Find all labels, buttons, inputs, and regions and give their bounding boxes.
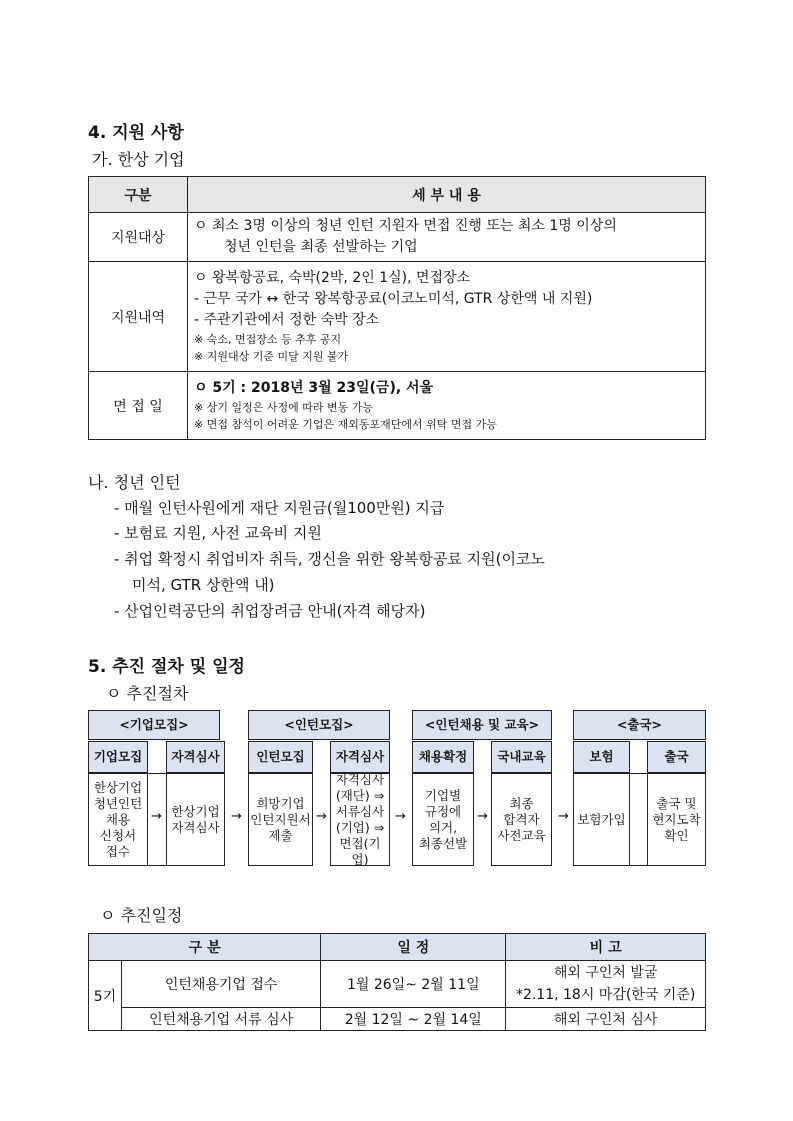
step-text: 신청서 <box>99 827 137 843</box>
arrow-icon: → <box>395 809 406 824</box>
arrow-icon: → <box>558 809 569 824</box>
spacer <box>630 773 647 866</box>
step-text: 제출 <box>268 827 293 843</box>
step-text: 자격심사 <box>171 819 220 835</box>
support-table <box>88 176 706 440</box>
arrow-icon: → <box>151 809 162 824</box>
step-header: 채용확정 <box>412 741 474 773</box>
step-text: 현지도착 <box>652 811 701 827</box>
row-note: ※ 면접 참석이 어려운 기업은 재외동포재단에서 위탁 면접 가능 <box>194 418 497 431</box>
step-text: 한상기업 <box>93 779 143 795</box>
header-category: 구분 <box>89 177 188 213</box>
arrow-icon: → <box>231 809 242 824</box>
step-text: (재단) ⇒ <box>335 787 385 803</box>
subsection-a-title: 가. 한상 기업 <box>92 150 185 169</box>
header-schedule: 일 정 <box>321 934 506 961</box>
header-details: 세 부 내 용 <box>188 177 706 213</box>
step-header: 자격심사 <box>166 741 225 773</box>
step-text: 서류심사 <box>335 803 385 819</box>
step-header: 보험 <box>573 741 630 773</box>
table-row <box>89 262 706 372</box>
section-5-title: 5. 추진 절차 및 일정 <box>88 657 245 677</box>
item-cell: 인턴채용기업 접수 <box>122 961 321 1008</box>
step-text: 보험가입 <box>577 811 626 827</box>
step-text: 최종 <box>509 795 534 811</box>
step-body <box>647 773 706 866</box>
table-row <box>89 213 706 262</box>
schedule-title: ㅇ 추진일정 <box>100 906 183 925</box>
step-header: 출국 <box>647 741 706 773</box>
step-body <box>573 773 630 866</box>
row-note: ※ 숙소, 면접장소 등 추후 공지 <box>194 333 342 346</box>
header-remarks: 비 고 <box>506 934 706 961</box>
step-text: 접수 <box>105 843 131 859</box>
step-text: (기업) ⇒ <box>335 819 385 835</box>
header-category: 구 분 <box>89 934 321 961</box>
note-line: 해외 구인처 발굴 <box>553 965 658 981</box>
step-text: 자격심사 <box>335 771 385 787</box>
list-item: - 산업인력공단의 취업장려금 안내(자격 해당자) <box>114 602 426 620</box>
row-note: ※ 상기 일정은 사정에 따라 변동 가능 <box>194 401 373 414</box>
group-header: <인턴채용 및 교육> <box>412 710 552 740</box>
row-label: 면 접 일 <box>89 372 188 440</box>
section-4-title: 4. 지원 사항 <box>88 123 184 143</box>
step-body <box>248 773 313 866</box>
step-text: 출국 및 <box>656 795 697 811</box>
schedule-header <box>89 934 706 961</box>
step-text: 규정에 <box>424 803 462 819</box>
step-header: 자격심사 <box>330 741 390 773</box>
step-body <box>166 773 225 866</box>
row-line: ㅇ 5기 : 2018년 3월 23일(금), 서울 <box>194 380 434 396</box>
step-header: 국내교육 <box>491 741 552 773</box>
support-table-header <box>89 177 706 213</box>
group-header: <기업모집> <box>88 710 220 740</box>
row-label: 지원대상 <box>89 213 188 262</box>
step-body <box>88 773 148 866</box>
step-text: 사전교육 <box>497 827 546 843</box>
group-header: <출국> <box>573 710 706 740</box>
row-line: - 주관기관에서 정한 숙박 장소 <box>194 312 380 328</box>
arrow-icon: → <box>477 809 488 824</box>
row-label: 지원내역 <box>89 262 188 372</box>
row-note: ※ 지원대상 기준 미달 지원 불가 <box>194 350 349 363</box>
step-text: 희망기업 <box>256 795 305 811</box>
group-header: <인턴모집> <box>248 710 390 740</box>
list-item: - 취업 확정시 취업비자 취득, 갱신을 위한 왕복항공료 지원(이코노 <box>114 550 545 568</box>
step-text: 채용 <box>105 811 131 827</box>
step-text: 기업별 <box>424 787 462 803</box>
row-line: 청년 인턴을 최종 선발하는 기업 <box>224 239 418 255</box>
list-item: - 보험료 지원, 사전 교육비 지원 <box>114 524 322 542</box>
step-text: 면접(기업) <box>339 835 381 867</box>
subsection-b-title: 나. 청년 인턴 <box>88 473 181 492</box>
step-body <box>491 773 552 866</box>
row-line: - 근무 국가 ↔ 한국 왕복항공료(이코노미석, GTR 상한액 내 지원) <box>194 291 593 307</box>
table-row <box>89 961 706 1008</box>
row-line: ㅇ 왕복항공료, 숙박(2박, 2인 1실), 면접장소 <box>194 270 471 286</box>
step-text: 합격자 <box>503 811 540 827</box>
step-text: 확인 <box>664 827 689 843</box>
step-text: 의거, <box>428 819 458 835</box>
step-body <box>412 773 474 866</box>
generation-cell: 5기 <box>89 961 122 1031</box>
list-item: - 매월 인턴사원에게 재단 지원금(월100만원) 지급 <box>114 499 445 517</box>
step-header: 인턴모집 <box>248 741 313 773</box>
step-text: 한상기업 <box>171 803 220 819</box>
table-row <box>89 372 706 440</box>
process-title: ㅇ 추진절차 <box>106 684 189 703</box>
date-cell: 2월 12일 ~ 2월 14일 <box>321 1008 506 1031</box>
step-text: 청년인턴 <box>93 795 143 811</box>
step-body <box>330 773 390 866</box>
table-row <box>89 1008 706 1031</box>
item-cell: 인턴채용기업 서류 심사 <box>122 1008 321 1031</box>
step-header: 기업모집 <box>88 741 148 773</box>
row-line: ㅇ 최소 3명 이상의 청년 인턴 지원자 면접 진행 또는 최소 1명 이상의 <box>194 218 617 234</box>
step-text: 인턴지원서 <box>250 811 311 827</box>
step-text: 최종선발 <box>418 835 468 851</box>
list-item-continued: 미석, GTR 상한액 내) <box>132 576 275 594</box>
note-line: *2.11, 18시 마감(한국 기준) <box>515 987 696 1003</box>
schedule-table <box>88 933 706 1031</box>
note-line: 해외 구인처 심사 <box>506 1008 706 1031</box>
date-cell: 1월 26일~ 2월 11일 <box>321 961 506 1008</box>
arrow-icon: → <box>316 809 327 824</box>
